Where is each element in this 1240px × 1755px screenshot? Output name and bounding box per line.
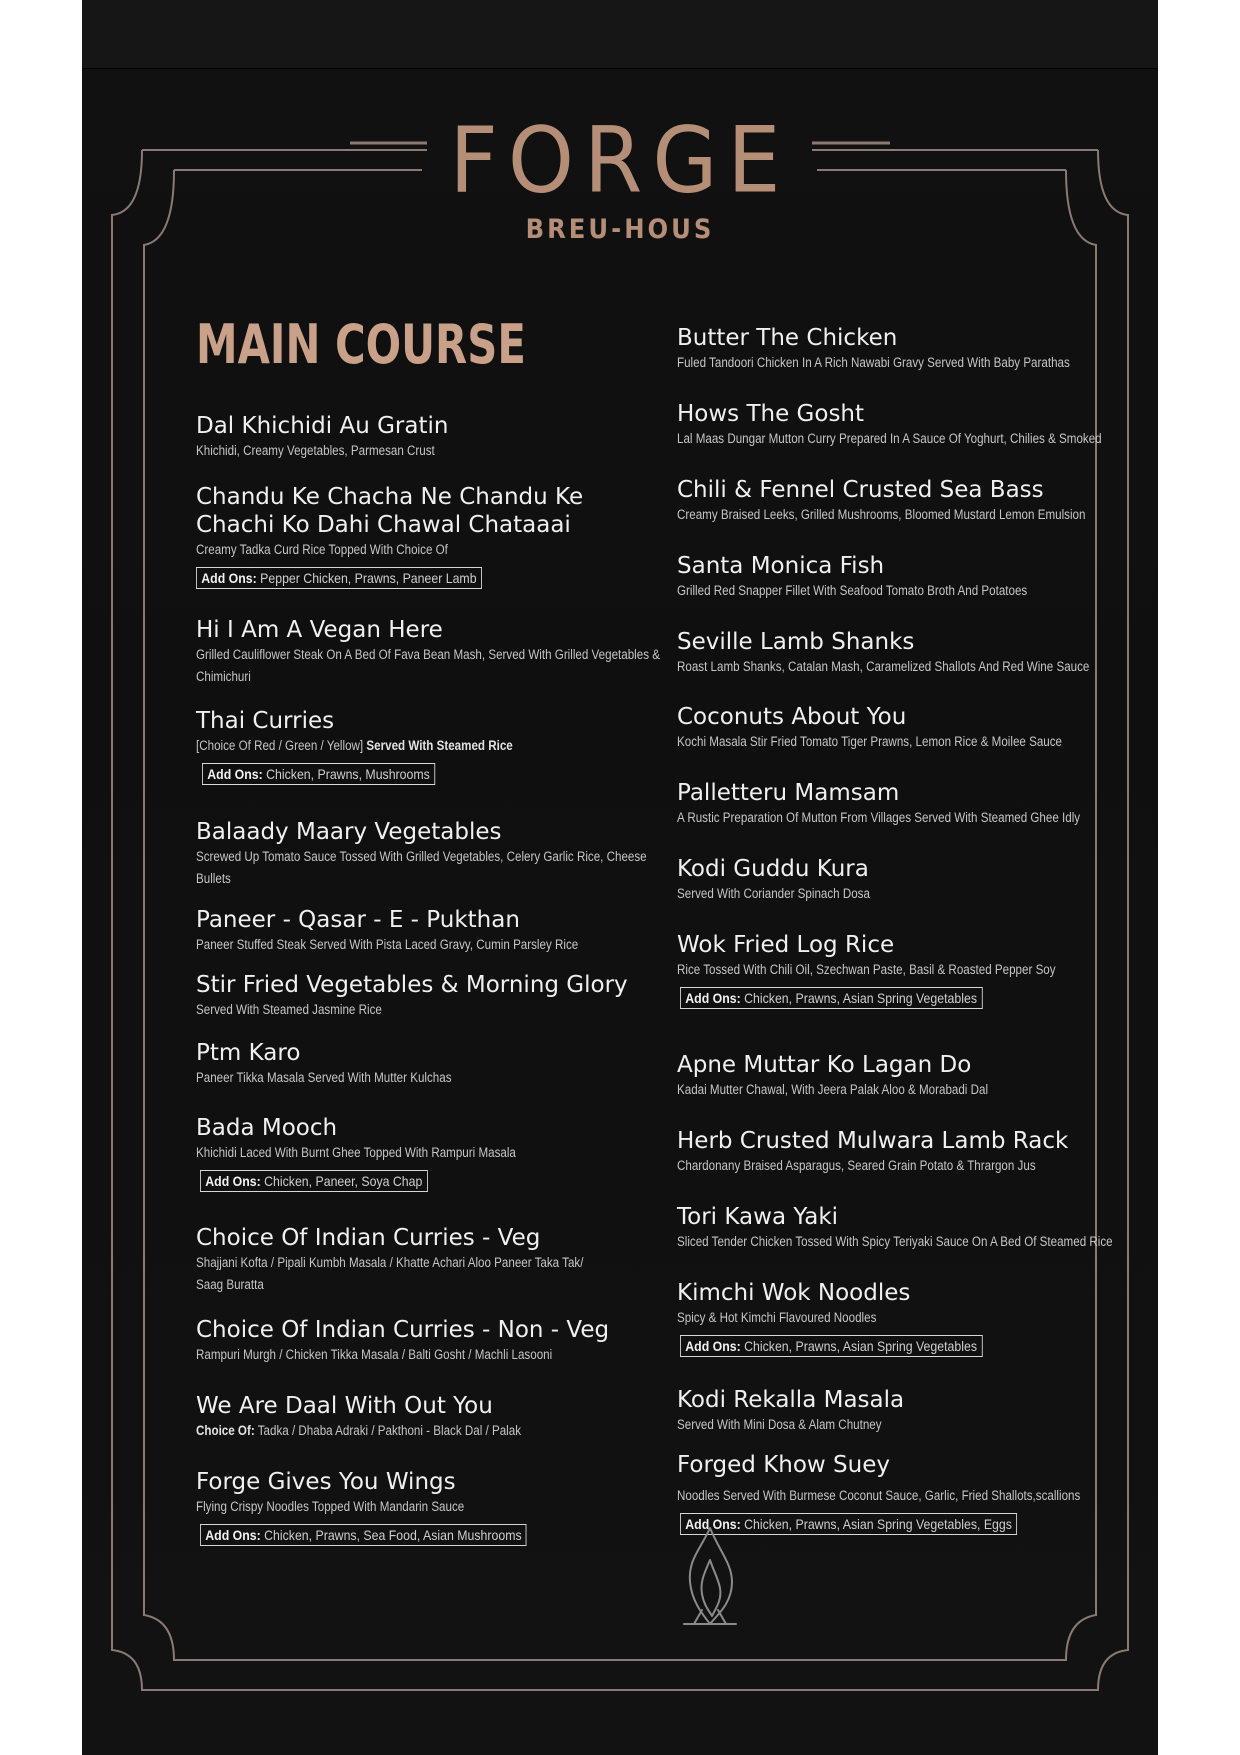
item-name: Hi I Am A Vegan Here [196,617,443,643]
item-desc: Served With Steamed Jasmine Rice [196,1002,382,1017]
menu-item [677,703,1157,753]
addons-label: Add Ons: [685,1338,741,1354]
item-desc: Paneer Tikka Masala Served With Mutter Kulchas [196,1070,452,1085]
item-name: We Are Daal With Out You [196,1393,493,1419]
menu-item [196,483,666,589]
addons-text: Chicken, Prawns, Mushrooms [266,766,430,782]
item-desc: Khichidi Laced With Burnt Ghee Topped With Rampuri Masala [196,1145,516,1160]
menu-item [677,1051,1157,1101]
item-name: Hows The Gosht [677,401,865,427]
item-desc: Creamy Braised Leeks, Grilled Mushrooms, Bloomed Mustard Lemon Emulsion [677,507,1086,522]
menu-item [196,616,666,688]
addons-box [196,567,482,589]
item-name: Seville Lamb Shanks [677,629,915,655]
item-desc: Grilled Red Snapper Fillet With Seafood Tomato Broth And Potatoes [677,583,1028,598]
item-desc: Flying Crispy Noodles Topped With Mandarin Sauce [196,1499,465,1514]
menu-item [196,906,666,956]
item-name: Choice Of Indian Curries - Non - Veg [196,1317,610,1343]
section-title: MAIN COURSE [196,313,526,376]
item-desc-choice: [Choice Of Red / Green / Yellow] [196,738,364,753]
menu-item [677,1279,1157,1357]
item-name: Butter The Chicken [677,325,898,351]
item-name: Forge Gives You Wings [196,1469,456,1495]
item-desc-served: Served With Steamed Rice [366,738,513,753]
item-name: Tori Kawa Yaki [677,1204,839,1230]
item-name: Balaady Maary Vegetables [196,819,502,845]
item-desc: Creamy Tadka Curd Rice Topped With Choice Of [196,542,448,557]
menu-item [196,1392,666,1442]
addons-text: Chicken, Prawns, Asian Spring Vegetables [744,990,977,1006]
item-desc: Grilled Cauliflower Steak On A Bed Of Fava Bean Mash, Served With Grilled Vegetables & Chimichuri [196,647,660,684]
item-name: Forged Khow Suey [677,1452,890,1478]
menu-item [196,971,666,1021]
menu-item [677,855,1157,905]
item-desc-text: Tadka / Dhaba Adraki / Pakthoni - Black Dal / Palak [257,1423,522,1438]
item-name: Kodi Rekalla Masala [677,1387,905,1413]
menu-item [196,1224,666,1296]
addons-label: Add Ons: [205,1173,261,1189]
item-desc [196,1420,665,1442]
menu-item [677,628,1157,678]
item-desc: Served With Coriander Spinach Dosa [677,886,870,901]
item-desc: Sliced Tender Chicken Tossed With Spicy Teriyaki Sauce On A Bed Of Steamed Rice [677,1234,1113,1249]
item-desc: Fuled Tandoori Chicken In A Rich Nawabi Gravy Served With Baby Parathas [677,355,1070,370]
menu-sheet [82,0,1158,1755]
addons-label: Add Ons: [205,1527,261,1543]
menu-item [677,552,1157,602]
item-desc: Noodles Served With Burmese Coconut Sauce, Garlic, Fried Shallots,scallions [677,1488,1081,1503]
menu-item [677,324,1157,374]
brand-subtitle: BREU-HOUS [525,214,715,245]
addons-text: Pepper Chicken, Prawns, Paneer Lamb [260,570,477,586]
addons-box [202,763,435,785]
item-desc: Shajjani Kofta / Pipali Kumbh Masala / Khatte Achari Aloo Paneer Taka Tak/ Saag Buratta [196,1255,584,1292]
brand-name: FORGE [449,107,791,213]
addons-text: Chicken, Prawns, Sea Food, Asian Mushrooms [264,1527,522,1543]
item-name: Paneer - Qasar - E - Pukthan [196,907,520,933]
item-name: Choice Of Indian Curries - Veg [196,1225,541,1251]
item-name: Kimchi Wok Noodles [677,1280,911,1306]
menu-item [196,1039,666,1089]
menu-item [677,779,1157,829]
item-desc [196,735,665,757]
item-name: Stir Fried Vegetables & Morning Glory [196,972,628,998]
item-desc: Lal Maas Dungar Mutton Curry Prepared In A Sauce Of Yoghurt, Chilies & Smoked [677,431,1102,446]
menu-item [677,476,1157,526]
addons-text: Chicken, Prawns, Asian Spring Vegetables [744,1338,977,1354]
flame-icon [670,1520,750,1630]
addons-box [680,987,982,1009]
item-name: Bada Mooch [196,1115,338,1141]
item-desc: Rice Tossed With Chili Oil, Szechwan Paste, Basil & Roasted Pepper Soy [677,962,1056,977]
menu-item [677,400,1157,450]
item-desc: Spicy & Hot Kimchi Flavoured Noodles [677,1310,877,1325]
menu-item [196,1114,666,1192]
menu-item [677,1203,1157,1253]
item-name: Thai Curries [196,708,335,734]
item-desc: Served With Mini Dosa & Alam Chutney [677,1417,882,1432]
menu-item [677,1127,1157,1177]
addons-label: Add Ons: [207,766,263,782]
item-desc: Paneer Stuffed Steak Served With Pista Laced Gravy, Cumin Parsley Rice [196,937,579,952]
menu-item [677,931,1157,1009]
item-desc: A Rustic Preparation Of Mutton From Villages Served With Steamed Ghee Idly [677,810,1081,825]
addons-label: Add Ons: [685,990,741,1006]
addons-box [200,1170,428,1192]
addons-label: Add Ons: [201,570,257,586]
item-desc: Kochi Masala Stir Fried Tomato Tiger Prawns, Lemon Rice & Moilee Sauce [677,734,1063,749]
choice-label: Choice Of: [196,1423,255,1438]
item-name: Kodi Guddu Kura [677,856,869,882]
addons-text: Chicken, Prawns, Asian Spring Vegetables, Eggs [744,1516,1012,1532]
item-name: Santa Monica Fish [677,553,885,579]
item-name: Chandu Ke Chacha Ne Chandu Ke Chachi Ko Dahi Chawal Chataaai [196,484,584,538]
menu-item [196,818,666,890]
menu-item [196,412,666,462]
item-desc: Rampuri Murgh / Chicken Tikka Masala / Balti Gosht / Machli Lasooni [196,1347,553,1362]
item-desc: Kadai Mutter Chawal, With Jeera Palak Aloo & Morabadi Dal [677,1082,989,1097]
item-name: Palletteru Mamsam [677,780,900,806]
addons-label: Add Ons: [685,1516,741,1532]
menu-item [196,1468,666,1546]
item-name: Coconuts About You [677,704,907,730]
item-name: Dal Khichidi Au Gratin [196,413,449,439]
addons-box [680,1335,982,1357]
menu-item [677,1386,1157,1436]
item-desc: Chardonany Braised Asparagus, Seared Grain Potato & Thrargon Jus [677,1158,1036,1173]
menu-item [196,1316,666,1366]
menu-item [196,707,666,785]
item-name: Chili & Fennel Crusted Sea Bass [677,477,1044,503]
addons-box [200,1524,527,1546]
brand-logo [82,107,1158,245]
item-name: Herb Crusted Mulwara Lamb Rack [677,1128,1069,1154]
item-desc: Roast Lamb Shanks, Catalan Mash, Caramelized Shallots And Red Wine Sauce [677,659,1090,674]
item-desc: Screwed Up Tomato Sauce Tossed With Grilled Vegetables, Celery Garlic Rice, Cheese Bullets [196,849,647,886]
item-name: Apne Muttar Ko Lagan Do [677,1052,972,1078]
item-desc: Khichidi, Creamy Vegetables, Parmesan Crust [196,443,435,458]
item-name: Ptm Karo [196,1040,301,1066]
item-name: Wok Fried Log Rice [677,932,895,958]
addons-text: Chicken, Paneer, Soya Chap [264,1173,423,1189]
